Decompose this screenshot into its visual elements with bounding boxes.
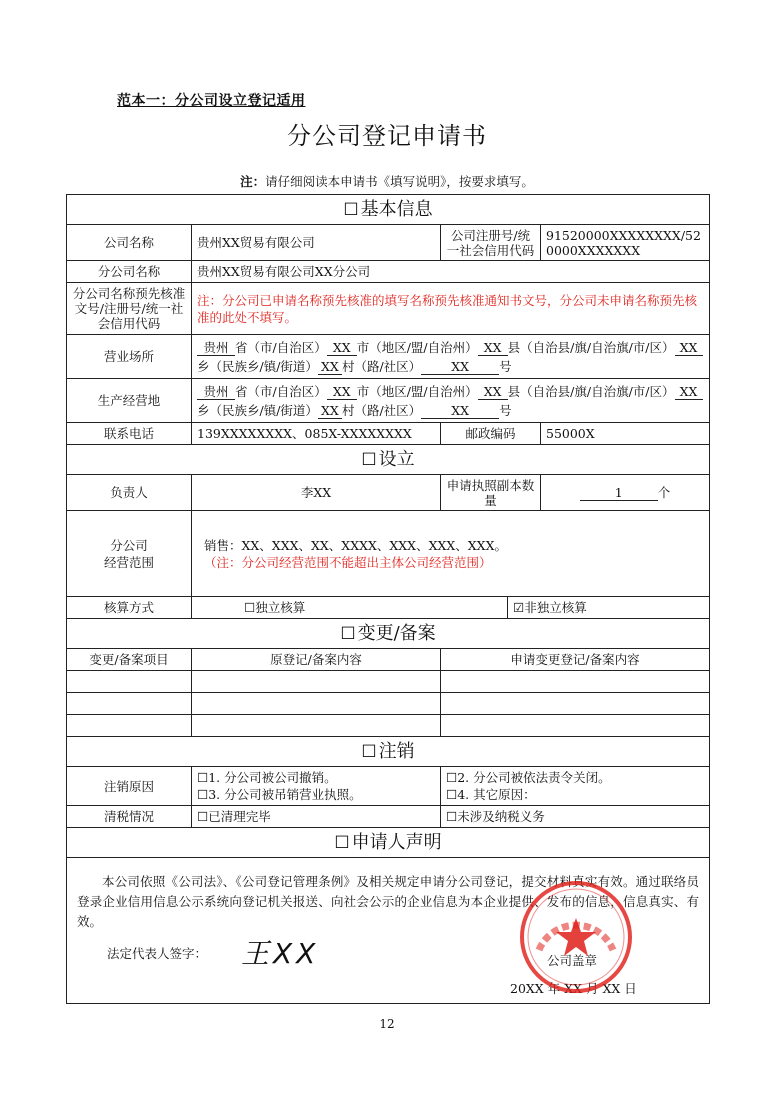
phone-value[interactable]: 139XXXXXXXX、085X-XXXXXXXX [192,423,441,445]
production-place-address[interactable]: 贵州 省（市/自治区） XX 市（地区/盟/自治州） XX 县（自治县/旗/自治旗/市/区） XX乡（民族乡/镇/街道） XX 村（路/社区） XX 号 [192,379,710,423]
tax-status-label: 清税情况 [67,806,192,828]
cancel-reason-options-right[interactable] [441,767,710,806]
branch-name-value[interactable]: 贵州XX贸易有限公司XX分公司 [192,261,710,283]
new-content-cell[interactable] [441,671,710,693]
phone-label: 联系电话 [67,423,192,445]
option-non-independent[interactable]: ☑非独立核算 [508,597,710,619]
scope-text: 销售：XX、XXX、XX、XXXX、XXX、XXX、XXX。 [204,537,507,553]
scope-note: （注：分公司经营范围不能超出主体公司经营范围） [204,554,492,570]
checkbox-icon[interactable]: ☐ [244,600,256,615]
instruction-note [0,172,774,190]
original-content-cell[interactable] [192,693,441,715]
date-line[interactable]: 20XX 年 XX 月 XX 日 [510,981,637,996]
leader-label: 负责人 [67,475,192,511]
scope-label: 分公司 经营范围 [67,511,192,597]
section-basic-info: ☐ 基本信息 [67,195,710,225]
cancel-reason-3[interactable]: ☐3. 分公司被吊销营业执照。 [197,787,362,802]
company-name-label: 公司名称 [67,225,192,261]
checkbox-icon[interactable]: ☐ [446,809,458,824]
section-change: ☐ 变更/备案 [67,619,710,649]
checkbox-icon[interactable]: ☐ [197,809,209,824]
change-item-cell[interactable] [67,693,192,715]
cancel-reason-4[interactable]: ☐4. 其它原因： [446,787,536,802]
tax-option-cleared[interactable]: ☐已清理完毕 [192,806,441,828]
company-name-value[interactable]: 贵州XX贸易有限公司 [192,225,441,261]
copies-value[interactable]: 1 个 [541,475,710,511]
section-establish: ☐ 设立 [67,445,710,475]
original-content-header: 原登记/备案内容 [192,649,441,671]
business-place-address[interactable]: 贵州 省（市/自治区） XX 市（地区/盟/自治州） XX 县（自治县/旗/自治旗/市/区） XX乡（民族乡/镇/街道） XX 村（路/社区） XX 号 [192,335,710,379]
form-title: 分公司登记申请书 [287,122,487,150]
seal-label: 公司盖章 [547,953,598,968]
change-item-cell[interactable] [67,715,192,737]
section-cancel: ☐ 注销 [67,737,710,767]
scope-value[interactable] [192,511,710,597]
accounting-label: 核算方式 [67,597,192,619]
leader-value[interactable]: 李XX [192,475,441,511]
cancel-reason-label: 注销原因 [67,767,192,806]
reg-no-label: 公司注册号/统一社会信用代码 [441,225,541,261]
new-content-cell[interactable] [441,715,710,737]
copies-label: 申请执照副本数量 [441,475,541,511]
cancel-reason-1[interactable]: ☐1. 分公司被公司撤销。 [197,770,337,785]
company-seal-stamp [519,880,633,994]
signature[interactable]: 王XX [241,937,320,970]
branch-name-label: 分公司名称 [67,261,192,283]
note-text: 请仔细阅读本申请书《填写说明》，按要求填写。 [265,174,534,189]
original-content-cell[interactable] [192,715,441,737]
new-content-header: 申请变更登记/备案内容 [441,649,710,671]
checked-checkbox-icon[interactable]: ☑ [513,600,525,615]
option-independent[interactable]: ☐独立核算 [192,597,508,619]
note-prefix: 注： [240,174,266,189]
change-item-header: 变更/备案项目 [67,649,192,671]
postcode-value[interactable]: 55000X [541,423,710,445]
reg-no-value[interactable]: 91520000XXXXXXXX/520000XXXXXXX [541,225,710,261]
cancel-reason-2[interactable]: ☐2. 分公司被依法责令关闭。 [446,770,611,785]
section-declaration: ☐ 申请人声明 [67,828,710,858]
page-number: 12 [379,1017,395,1031]
checkbox-icon[interactable]: ☐ [340,623,356,644]
cancel-reason-options-left[interactable] [192,767,441,806]
checkbox-icon[interactable]: ☐ [446,770,458,785]
postcode-label: 邮政编码 [441,423,541,445]
checkbox-icon[interactable]: ☐ [197,787,209,802]
template-label: 范本一：分公司设立登记适用 [117,93,306,109]
checkbox-icon[interactable]: ☐ [361,449,377,470]
sign-label: 法定代表人签字： [107,946,208,961]
production-place-label: 生产经营地 [67,379,192,423]
checkbox-icon[interactable]: ☐ [343,199,359,220]
change-item-cell[interactable] [67,671,192,693]
declaration-text: 本公司依照《公司法》、《公司登记管理条例》及相关规定申请分公司登记，提交材料真实有效。通过联络员登录企业信用信息公示系统向登记机关报送、向社会公示的企业信息为本企业提供、发布的信息，信息真实、有效。 [77,874,699,929]
checkbox-icon[interactable]: ☐ [361,741,377,762]
checkbox-icon[interactable]: ☐ [197,770,209,785]
tax-option-none[interactable]: ☐未涉及纳税义务 [441,806,710,828]
original-content-cell[interactable] [192,671,441,693]
prename-label: 分公司名称预先核准文号/注册号/统一社会信用代码 [67,283,192,335]
checkbox-icon[interactable]: ☐ [446,787,458,802]
new-content-cell[interactable] [441,693,710,715]
checkbox-icon[interactable]: ☐ [334,832,350,853]
business-place-label: 营业场所 [67,335,192,379]
prename-note: 注：分公司已申请名称预先核准的填写名称预先核准通知书文号，分公司未申请名称预先核准的此处不填写。 [192,283,710,335]
